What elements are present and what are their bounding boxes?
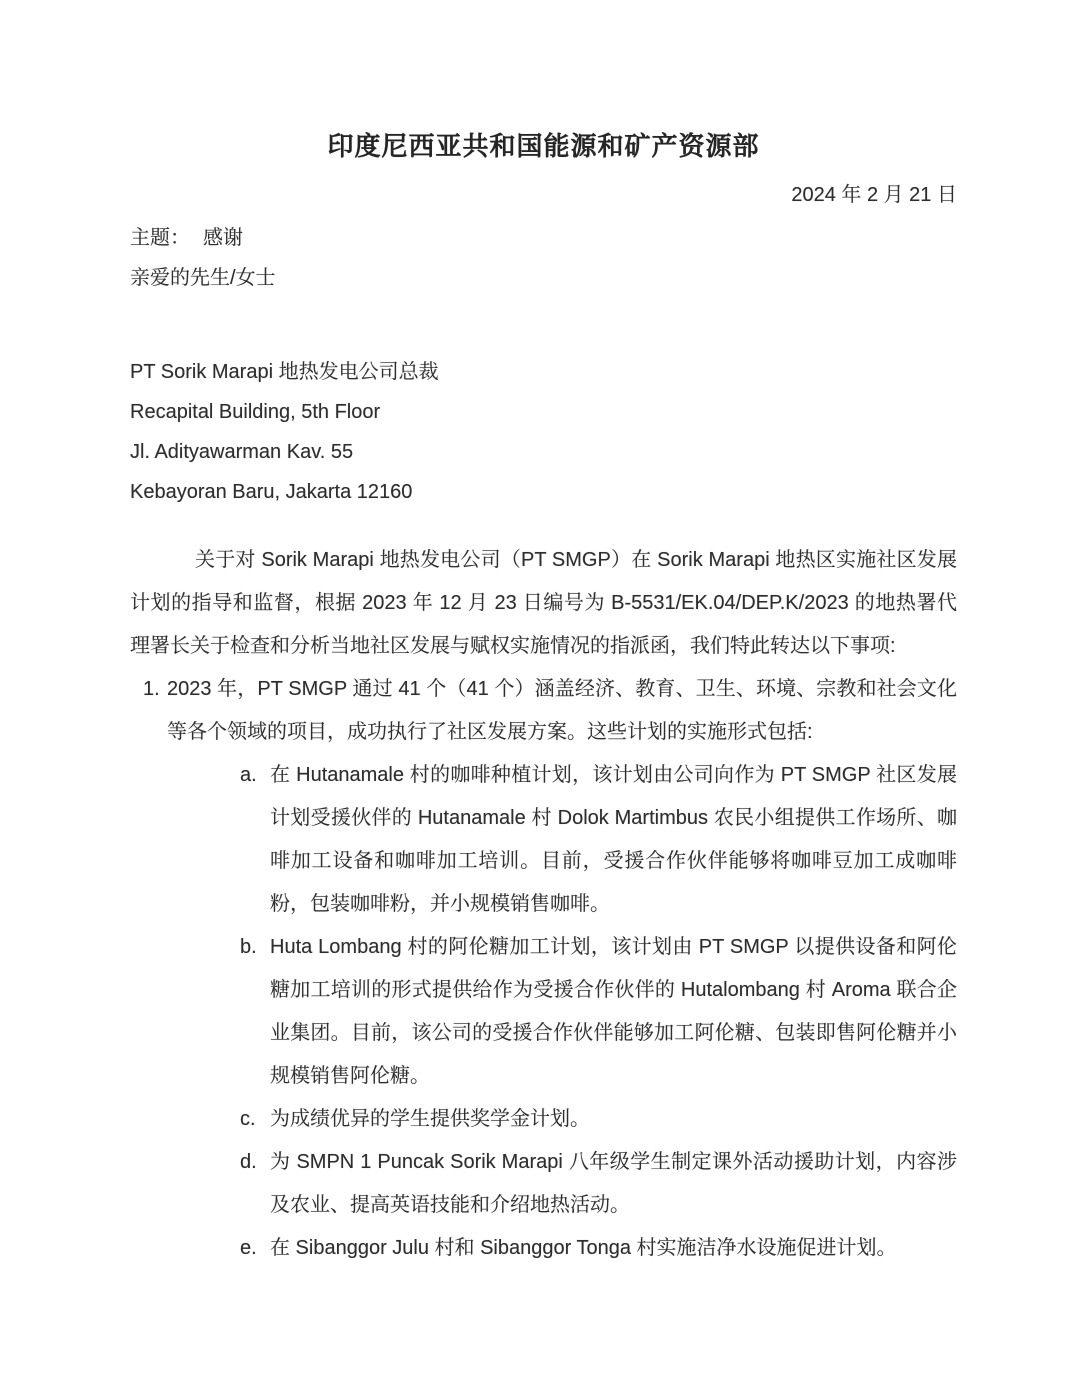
sub-item-c-text: 为成绩优异的学生提供奖学金计划。 — [270, 1108, 590, 1130]
sub-item-d-text: 为 SMPN 1 Puncak Sorik Marapi 八年级学生制定课外活动援助计划，内容涉及农业、提高英语技能和介绍地热活动。 — [270, 1151, 957, 1216]
sub-item-c-marker: c. — [240, 1108, 256, 1130]
intro-paragraph: 关于对 Sorik Marapi 地热发电公司（PT SMGP）在 Sorik Marapi 地热区实施社区发展计划的指导和监督，根据 2023 年 12 月 23 日编号为 B-5531/EK.04/DEP.K/2023 的地热署代理署长关于检查和分析当地社区发展与赋权实施情况的指派函，我们特此转达以下事项: — [130, 549, 957, 657]
subject-line — [130, 226, 243, 250]
recipient-line: Jl. Adityawarman Kav. 55 — [130, 441, 354, 463]
recipient-line: Kebayoran Baru, Jakarta 12160 — [130, 481, 413, 503]
recipient-line: Recapital Building, 5th Floor — [130, 401, 381, 423]
sub-item-b — [130, 926, 957, 1098]
salutation: 亲爱的先生/女士 — [130, 267, 276, 289]
letter-body — [130, 539, 957, 1270]
sub-item-e — [130, 1227, 957, 1270]
numbered-item-1 — [130, 668, 957, 754]
numbered-item-1-marker: 1. — [143, 678, 160, 700]
recipient-block — [130, 352, 439, 512]
letter-content — [130, 0, 957, 1397]
letter-date: 2024 年 2 月 21 日 — [791, 184, 957, 206]
sub-item-a-marker: a. — [240, 764, 257, 786]
sub-item-c — [130, 1098, 957, 1141]
sub-item-b-marker: b. — [240, 936, 257, 958]
letter-title: 印度尼西亚共和国能源和矿产资源部 — [327, 131, 760, 161]
sub-item-d — [130, 1141, 957, 1227]
numbered-item-1-text: 2023 年，PT SMGP 通过 41 个（41 个）涵盖经济、教育、卫生、环境、宗教和社会文化等各个领域的项目，成功执行了社区发展方案。这些计划的实施形式包括: — [167, 678, 957, 743]
sub-item-b-text: Huta Lombang 村的阿伦糖加工计划，该计划由 PT SMGP 以提供设备和阿伦糖加工培训的形式提供给作为受援合作伙伴的 Hutalombang 村 Aroma 联合企业集团。目前，该公司的受援合作伙伴能够加工阿伦糖、包装即售阿伦糖并小规模销售阿伦糖。 — [270, 936, 957, 1087]
sub-item-a-text: 在 Hutanamale 村的咖啡种植计划，该计划由公司向作为 PT SMGP 社区发展计划受援伙伴的 Hutanamale 村 Dolok Martimbus 农民小组提供工作场所、咖啡加工设备和咖啡加工培训。目前，受援合作伙伴能够将咖啡豆加工成咖啡粉，包装咖啡粉，并小规模销售咖啡。 — [270, 764, 957, 915]
sub-item-d-marker: d. — [240, 1151, 257, 1173]
sub-item-e-text: 在 Sibanggor Julu 村和 Sibanggor Tonga 村实施洁净水设施促进计划。 — [270, 1237, 897, 1259]
recipient-line: PT Sorik Marapi 地热发电公司总裁 — [130, 361, 439, 383]
sub-item-e-marker: e. — [240, 1237, 257, 1259]
subject-value: 感谢 — [203, 227, 243, 249]
subject-label: 主题： — [130, 227, 190, 249]
sub-item-a — [130, 754, 957, 926]
